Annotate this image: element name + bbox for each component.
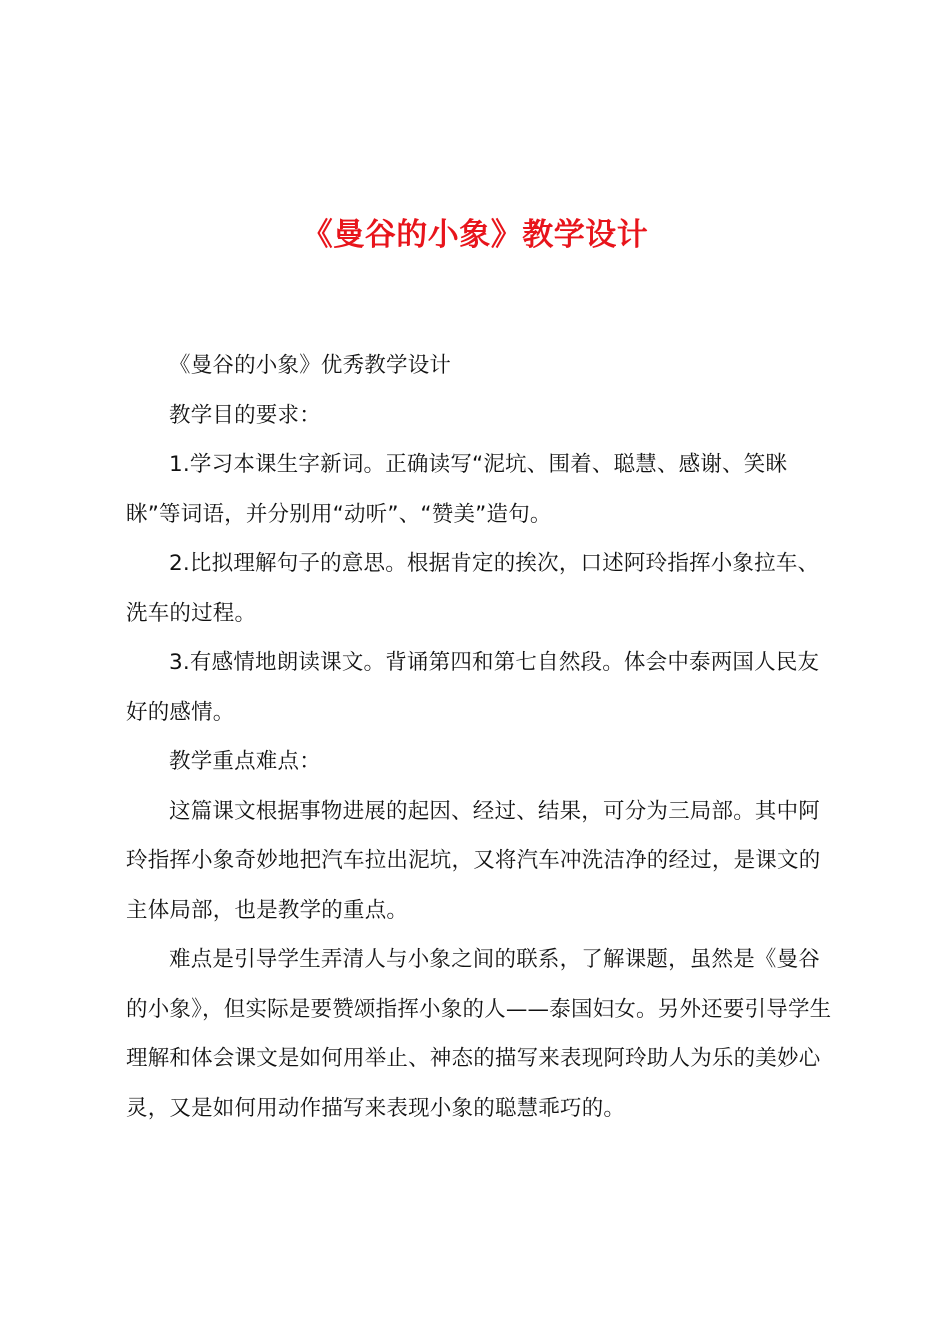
document-body <box>126 341 836 1133</box>
paragraph-objective-2: 2.比拟理解句子的意思。根据肯定的挨次，口述阿玲指挥小象拉车、洗车的过程。 <box>126 551 820 626</box>
paragraph-objective-1: 1.学习本课生字新词。正确读写“泥坑、围着、聪慧、感谢、笑眯眯”等词语，并分别用“动听”、“赞美”造句。 <box>126 452 788 527</box>
document-title: 《曼谷的小象》教学设计 <box>301 217 649 253</box>
paragraph-objective-3: 3.有感情地朗读课文。背诵第四和第七自然段。体会中泰两国人民友好的感情。 <box>126 650 820 725</box>
paragraph-difficulty: 难点是引导学生弄清人与小象之间的联系，了解课题，虽然是《曼谷的小象》，但实际是要赞颂指挥小象的人——泰国妇女。另外还要引导学生理解和体会课文是如何用举止、神态的描写来表现阿玲助人为乐的美妙心灵，又是如何用动作描写来表现小象的聪慧乖巧的。 <box>126 947 832 1121</box>
paragraph-key-point: 这篇课文根据事物进展的起因、经过、结果，可分为三局部。其中阿玲指挥小象奇妙地把汽车拉出泥坑，又将汽车冲洗洁净的经过，是课文的主体局部，也是教学的重点。 <box>126 798 821 923</box>
paragraph-key-points-heading: 教学重点难点： <box>169 749 321 774</box>
paragraph-subtitle: 《曼谷的小象》优秀教学设计 <box>169 353 452 378</box>
paragraph-objectives-heading: 教学目的要求： <box>169 402 321 428</box>
